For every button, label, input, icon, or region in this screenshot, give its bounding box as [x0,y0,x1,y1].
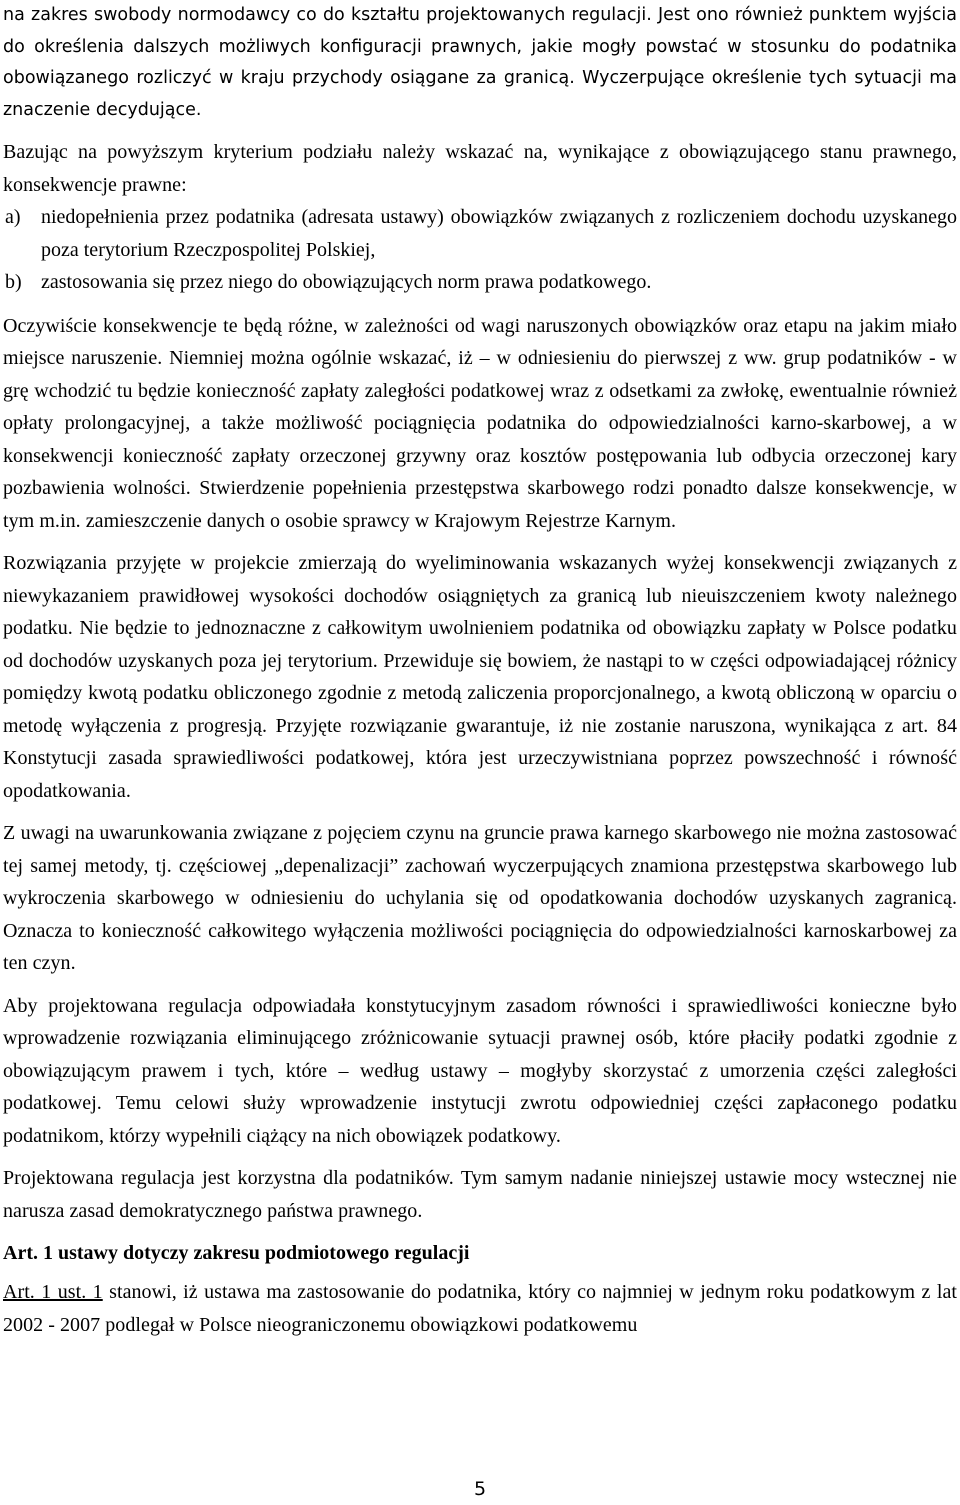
list-item [3,201,957,266]
paragraph-article-1 [3,1276,957,1341]
paragraph-criminal-law: Z uwagi na uwarunkowania związane z pojęciem czynu na gruncie prawa karnego skarbowego nie można zastosować tej samej metody, tj. częściowej „depenalizacji” zachowań wyczerpujących znamiona przestępstwa skarbowego lub wykroczenia skarbowego w odniesieniu do uchylania się od opodatkowania dochodów uzyskanych zagranicą. Oznacza to konieczność całkowitego wyłączenia możliwości pociągnięcia do odpowiedzialności karnoskarbowej za ten czyn. [3,822,957,974]
article-text: stanowi, iż ustawa ma zastosowanie do podatnika, który co najmniej w jednym roku podatkowym z lat 2002 - 2007 podlegał w Polsce nieograniczonemu obowiązkowi podatkowemu [3,1281,957,1336]
paragraph-solutions: Rozwiązania przyjęte w projekcie zmierzają do wyeliminowania wskazanych wyżej konsekwencji związanych z niewykazaniem prawidłowej wysokości dochodów osiągniętych za granicą lub nieuiszczeniem kwoty należnego podatku. Nie będzie to jednoznaczne z całkowitym uwolnieniem podatnika od obowiązku zapłaty w Polsce podatku od dochodów uzyskanych poza jej terytorium. Przewiduje się bowiem, że nastąpi to w części odpowiadającej różnicy pomiędzy kwotą podatku obliczonego zgodnie z metodą zaliczenia proporcjonalnego, a kwotą obliczoną w oparciu o metodę wyłączenia z progresją. Przyjęte rozwiązanie gwarantuje, iż nie zostanie naruszona, wynikająca z art. 84 Konstytucji zasada sprawiedliwości podatkowej, która jest urzeczywistniana poprzez powszechność i równość opodatkowania. [3,552,957,802]
article-reference: Art. 1 ust. 1 [3,1281,103,1303]
paragraph-intro: na zakres swobody normodawcy co do kształtu projektowanych regulacji. Jest ono również punktem wyjścia do określenia dalszych możliwych konfiguracji prawnych, jakie mogły powstać w stosunku do podatnika obowiązanego rozliczyć w kraju przychody osiągane za granicą. Wyczerpujące określenie tych sytuacji ma znaczenie decydujące. [3,5,957,120]
paragraph-consequences: Oczywiście konsekwencje te będą różne, w zależności od wagi naruszonych obowiązków oraz etapu na jakim miało miejsce naruszenie. Niemniej można ogólnie wskazać, iż – w odniesieniu do pierwszej z ww. grup podatników - w grę wchodzić tu będzie konieczność zapłaty zaległości podatkowej wraz z odsetkami za zwłokę, ewentualnie również opłaty prolongacyjnej, a także możliwość pociągnięcia podatnika do odpowiedzialności karno-skarbowej, a w konsekwencji konieczność zapłaty orzeczonej grzywny oraz kosztów postępowania lub odbycia orzeczonej kary pozbawienia wolności. Stwierdzenie popełnienia przestępstwa skarbowego rodzi ponadto dalsze konsekwencje, w tym m.in. zamieszczenie danych o osobie sprawcy w Krajowym Rejestrze Karnym. [3,314,957,532]
consequences-list [3,201,957,299]
document-page [3,0,957,1341]
list-item-text: niedopełnienia przez podatnika (adresata ustawy) obowiązków związanych z rozliczeniem dochodu uzyskanego poza terytorium Rzeczpospolitej Polskiej, [41,206,957,261]
paragraph-criterion: Bazując na powyższym kryterium podziału należy wskazać na, wynikające z obowiązującego stanu prawnego, konsekwencje prawne: [3,141,957,196]
list-item [3,266,957,299]
section-heading: Art. 1 ustawy dotyczy zakresu podmiotowego regulacji [3,1242,470,1264]
paragraph-retroactivity: Projektowana regulacja jest korzystna dla podatników. Tym samym nadanie niniejszej ustawie mocy wstecznej nie narusza zasad demokratycznego państwa prawnego. [3,1167,957,1222]
paragraph-equality: Aby projektowana regulacja odpowiadała konstytucyjnym zasadom równości i sprawiedliwości konieczne było wprowadzenie rozwiązania eliminującego zróżnicowanie sytuacji prawnej osób, które płaciły podatki zgodnie z obowiązującym prawem i tych, które – według ustawy – mogłyby skorzystać z umorzenia części zaległości podatkowej. Temu celowi służy wprowadzenie instytucji zwrotu odpowiedniej części zapłaconego podatku podatnikom, którzy wypełnili ciążący na nich obowiązek podatkowy. [3,994,957,1147]
list-marker: a) [5,206,21,228]
page-number: 5 [473,1478,487,1500]
list-item-text: zastosowania się przez niego do obowiązujących norm prawa podatkowego. [41,271,652,293]
list-marker: b) [5,271,22,293]
